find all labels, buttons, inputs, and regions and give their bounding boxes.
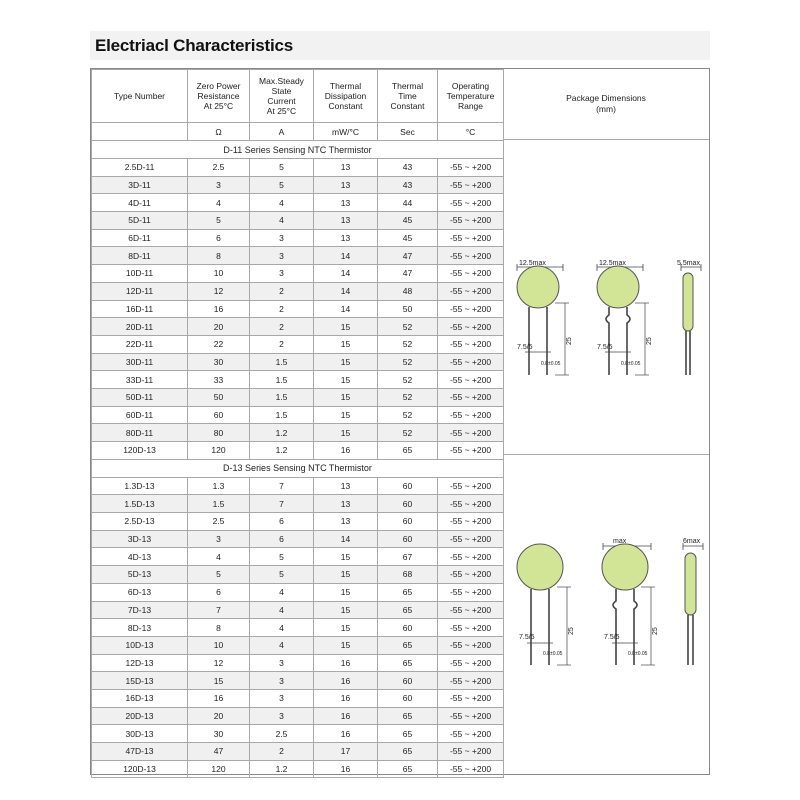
cell-dissipation: 15: [314, 335, 378, 353]
cell-temperature: -55 ~ +200: [438, 159, 504, 177]
cell-type-number: 120D-13: [92, 442, 188, 460]
cell-resistance: 80: [188, 424, 250, 442]
cell-dissipation: 15: [314, 583, 378, 601]
dim-d11-thickness: 5.5max: [677, 260, 700, 267]
cell-resistance: 30: [188, 725, 250, 743]
cell-time-constant: 60: [378, 530, 438, 548]
cell-current: 3: [250, 689, 314, 707]
cell-temperature: -55 ~ +200: [438, 689, 504, 707]
cell-type-number: 30D-11: [92, 353, 188, 371]
cell-resistance: 15: [188, 672, 250, 690]
cell-resistance: 8: [188, 619, 250, 637]
cell-current: 5: [250, 176, 314, 194]
cell-dissipation: 15: [314, 318, 378, 336]
cell-dissipation: 14: [314, 282, 378, 300]
cell-current: 2.5: [250, 725, 314, 743]
cell-type-number: 4D-11: [92, 194, 188, 212]
cell-resistance: 6: [188, 583, 250, 601]
cell-time-constant: 60: [378, 672, 438, 690]
header-dissipation: Thermal Dissipation Constant: [314, 70, 378, 123]
cell-time-constant: 52: [378, 371, 438, 389]
cell-temperature: -55 ~ +200: [438, 654, 504, 672]
cell-time-constant: 60: [378, 513, 438, 531]
cell-time-constant: 52: [378, 335, 438, 353]
cell-current: 3: [250, 707, 314, 725]
cell-temperature: -55 ~ +200: [438, 388, 504, 406]
cell-type-number: 1.3D-13: [92, 477, 188, 495]
cell-time-constant: 60: [378, 495, 438, 513]
cell-resistance: 5: [188, 566, 250, 584]
cell-time-constant: 47: [378, 265, 438, 283]
cell-type-number: 60D-11: [92, 406, 188, 424]
unit-blank: [92, 123, 188, 141]
cell-dissipation: 16: [314, 689, 378, 707]
cell-temperature: -55 ~ +200: [438, 583, 504, 601]
table-row: [92, 406, 504, 424]
cell-time-constant: 65: [378, 707, 438, 725]
cell-current: 3: [250, 265, 314, 283]
cell-resistance: 50: [188, 388, 250, 406]
dim-d13-pitch-a: 7.5/5: [519, 634, 535, 641]
cell-dissipation: 13: [314, 212, 378, 230]
cell-current: 2: [250, 743, 314, 761]
cell-type-number: 22D-11: [92, 335, 188, 353]
cell-current: 4: [250, 583, 314, 601]
table-row: [92, 689, 504, 707]
cell-current: 6: [250, 530, 314, 548]
dim-d11-length-b: 25: [646, 337, 653, 345]
cell-type-number: 33D-11: [92, 371, 188, 389]
cell-time-constant: 65: [378, 442, 438, 460]
cell-dissipation: 16: [314, 707, 378, 725]
table-row: [92, 300, 504, 318]
table-row: [92, 654, 504, 672]
header-package-dimensions: Package Dimensions (mm): [503, 69, 709, 140]
cell-resistance: 7: [188, 601, 250, 619]
cell-time-constant: 44: [378, 194, 438, 212]
table-row: [92, 424, 504, 442]
cell-current: 5: [250, 548, 314, 566]
cell-current: 5: [250, 566, 314, 584]
cell-temperature: -55 ~ +200: [438, 601, 504, 619]
table-row: [92, 282, 504, 300]
page-title: Electriacl Characteristics: [95, 36, 293, 55]
table-row: [92, 513, 504, 531]
cell-temperature: -55 ~ +200: [438, 212, 504, 230]
cell-dissipation: 13: [314, 229, 378, 247]
title-bar: [90, 31, 710, 60]
section-label: D-13 Series Sensing NTC Thermistor: [92, 459, 504, 477]
cell-time-constant: 47: [378, 247, 438, 265]
cell-temperature: -55 ~ +200: [438, 760, 504, 778]
cell-current: 7: [250, 495, 314, 513]
dim-d13-pitch-b: 7.5/5: [604, 634, 620, 641]
cell-time-constant: 48: [378, 282, 438, 300]
cell-type-number: 20D-11: [92, 318, 188, 336]
table-row: [92, 583, 504, 601]
cell-type-number: 5D-13: [92, 566, 188, 584]
cell-time-constant: 65: [378, 583, 438, 601]
dim-d13-lead-a: 0.8±0.05: [543, 651, 563, 657]
cell-type-number: 20D-13: [92, 707, 188, 725]
header-temperature: Operating Temperature Range: [438, 70, 504, 123]
cell-type-number: 10D-13: [92, 636, 188, 654]
dim-d13-thickness: 6max: [683, 538, 701, 545]
package-drawing-d13: [505, 535, 705, 685]
cell-type-number: 15D-13: [92, 672, 188, 690]
unit-celsius: °C: [438, 123, 504, 141]
cell-temperature: -55 ~ +200: [438, 353, 504, 371]
cell-dissipation: 16: [314, 672, 378, 690]
cell-temperature: -55 ~ +200: [438, 176, 504, 194]
cell-type-number: 10D-11: [92, 265, 188, 283]
cell-dissipation: 15: [314, 371, 378, 389]
cell-time-constant: 52: [378, 353, 438, 371]
cell-temperature: -55 ~ +200: [438, 265, 504, 283]
cell-type-number: 4D-13: [92, 548, 188, 566]
cell-resistance: 16: [188, 300, 250, 318]
package-drawing-d11: [505, 257, 705, 397]
cell-current: 2: [250, 318, 314, 336]
cell-current: 3: [250, 229, 314, 247]
cell-type-number: 6D-13: [92, 583, 188, 601]
cell-type-number: 3D-13: [92, 530, 188, 548]
cell-current: 4: [250, 636, 314, 654]
unit-ampere: A: [250, 123, 314, 141]
cell-current: 1.2: [250, 442, 314, 460]
table-row: [92, 725, 504, 743]
cell-resistance: 3: [188, 176, 250, 194]
cell-resistance: 1.5: [188, 495, 250, 513]
cell-time-constant: 60: [378, 689, 438, 707]
table-row: [92, 371, 504, 389]
header-current: Max.Steady State Current At 25°C: [250, 70, 314, 123]
cell-current: 2: [250, 282, 314, 300]
cell-time-constant: 65: [378, 654, 438, 672]
cell-dissipation: 14: [314, 247, 378, 265]
cell-resistance: 20: [188, 318, 250, 336]
cell-resistance: 16: [188, 689, 250, 707]
dim-d11-length-a: 25: [566, 337, 573, 345]
cell-dissipation: 16: [314, 442, 378, 460]
cell-temperature: -55 ~ +200: [438, 247, 504, 265]
cell-time-constant: 60: [378, 477, 438, 495]
cell-dissipation: 13: [314, 159, 378, 177]
cell-time-constant: 45: [378, 229, 438, 247]
cell-current: 1.5: [250, 388, 314, 406]
cell-dissipation: 15: [314, 548, 378, 566]
cell-resistance: 12: [188, 654, 250, 672]
cell-resistance: 20: [188, 707, 250, 725]
table-row: [92, 707, 504, 725]
table-row: [92, 619, 504, 637]
cell-dissipation: 14: [314, 300, 378, 318]
header-time-constant: Thermal Time Constant: [378, 70, 438, 123]
cell-temperature: -55 ~ +200: [438, 530, 504, 548]
cell-type-number: 1.5D-13: [92, 495, 188, 513]
cell-type-number: 8D-13: [92, 619, 188, 637]
cell-current: 2: [250, 335, 314, 353]
cell-dissipation: 15: [314, 424, 378, 442]
table-row: [92, 194, 504, 212]
cell-dissipation: 17: [314, 743, 378, 761]
cell-temperature: -55 ~ +200: [438, 566, 504, 584]
cell-time-constant: 52: [378, 318, 438, 336]
characteristics-table: [91, 69, 504, 778]
dim-d13-width-b: max: [613, 538, 627, 545]
cell-current: 1.5: [250, 353, 314, 371]
table-row: [92, 760, 504, 778]
cell-temperature: -55 ~ +200: [438, 406, 504, 424]
cell-resistance: 2.5: [188, 513, 250, 531]
cell-resistance: 120: [188, 760, 250, 778]
cell-type-number: 47D-13: [92, 743, 188, 761]
header-type-number: Type Number: [92, 70, 188, 123]
dim-d11-pitch-b: 7.5/5: [597, 344, 613, 351]
cell-type-number: 12D-13: [92, 654, 188, 672]
cell-temperature: -55 ~ +200: [438, 318, 504, 336]
cell-type-number: 8D-11: [92, 247, 188, 265]
cell-temperature: -55 ~ +200: [438, 619, 504, 637]
table-row: [92, 335, 504, 353]
cell-dissipation: 13: [314, 477, 378, 495]
table-row: [92, 247, 504, 265]
cell-resistance: 30: [188, 353, 250, 371]
cell-type-number: 120D-13: [92, 760, 188, 778]
cell-resistance: 8: [188, 247, 250, 265]
cell-time-constant: 65: [378, 636, 438, 654]
cell-temperature: -55 ~ +200: [438, 371, 504, 389]
cell-time-constant: 65: [378, 725, 438, 743]
cell-dissipation: 13: [314, 513, 378, 531]
table-row: [92, 212, 504, 230]
cell-current: 1.2: [250, 424, 314, 442]
dim-d11-lead-a: 0.8±0.05: [541, 361, 561, 367]
cell-resistance: 60: [188, 406, 250, 424]
cell-current: 6: [250, 513, 314, 531]
cell-current: 1.5: [250, 406, 314, 424]
table-row: [92, 229, 504, 247]
dim-d13-length-b: 25: [652, 627, 659, 635]
spec-sheet: [90, 68, 710, 775]
cell-resistance: 10: [188, 636, 250, 654]
cell-time-constant: 50: [378, 300, 438, 318]
cell-current: 5: [250, 159, 314, 177]
cell-temperature: -55 ~ +200: [438, 300, 504, 318]
cell-time-constant: 43: [378, 159, 438, 177]
cell-resistance: 120: [188, 442, 250, 460]
cell-dissipation: 15: [314, 406, 378, 424]
dim-d13-lead-b: 0.8±0.05: [628, 651, 648, 657]
table-row: [92, 265, 504, 283]
table-row: [92, 159, 504, 177]
cell-type-number: 6D-11: [92, 229, 188, 247]
cell-type-number: 3D-11: [92, 176, 188, 194]
section-header-row: [92, 459, 504, 477]
cell-dissipation: 13: [314, 495, 378, 513]
dim-d11-pitch-a: 7.5/5: [517, 344, 533, 351]
table-row: [92, 318, 504, 336]
cell-resistance: 47: [188, 743, 250, 761]
cell-dissipation: 14: [314, 530, 378, 548]
table-row: [92, 442, 504, 460]
package-section-divider: [503, 454, 709, 455]
cell-temperature: -55 ~ +200: [438, 194, 504, 212]
cell-resistance: 5: [188, 212, 250, 230]
cell-dissipation: 13: [314, 194, 378, 212]
cell-dissipation: 16: [314, 725, 378, 743]
cell-dissipation: 15: [314, 619, 378, 637]
table-row: [92, 636, 504, 654]
cell-resistance: 3: [188, 530, 250, 548]
cell-resistance: 10: [188, 265, 250, 283]
cell-dissipation: 15: [314, 636, 378, 654]
cell-current: 4: [250, 194, 314, 212]
cell-current: 3: [250, 654, 314, 672]
cell-dissipation: 15: [314, 388, 378, 406]
cell-dissipation: 13: [314, 176, 378, 194]
table-row: [92, 176, 504, 194]
cell-time-constant: 68: [378, 566, 438, 584]
cell-resistance: 4: [188, 548, 250, 566]
cell-temperature: -55 ~ +200: [438, 672, 504, 690]
cell-resistance: 2.5: [188, 159, 250, 177]
cell-temperature: -55 ~ +200: [438, 513, 504, 531]
table-row: [92, 388, 504, 406]
table-row: [92, 601, 504, 619]
cell-temperature: -55 ~ +200: [438, 335, 504, 353]
cell-temperature: -55 ~ +200: [438, 743, 504, 761]
cell-temperature: -55 ~ +200: [438, 548, 504, 566]
cell-type-number: 50D-11: [92, 388, 188, 406]
cell-temperature: -55 ~ +200: [438, 282, 504, 300]
cell-temperature: -55 ~ +200: [438, 229, 504, 247]
table-row: [92, 477, 504, 495]
cell-temperature: -55 ~ +200: [438, 707, 504, 725]
dim-d11-width-b: 12.5max: [599, 260, 626, 267]
table-row: [92, 530, 504, 548]
cell-resistance: 6: [188, 229, 250, 247]
cell-time-constant: 67: [378, 548, 438, 566]
unit-ohm: Ω: [188, 123, 250, 141]
cell-current: 4: [250, 601, 314, 619]
cell-dissipation: 15: [314, 353, 378, 371]
cell-type-number: 16D-11: [92, 300, 188, 318]
cell-type-number: 12D-11: [92, 282, 188, 300]
cell-type-number: 80D-11: [92, 424, 188, 442]
cell-time-constant: 65: [378, 601, 438, 619]
cell-temperature: -55 ~ +200: [438, 495, 504, 513]
cell-time-constant: 43: [378, 176, 438, 194]
cell-time-constant: 52: [378, 388, 438, 406]
dim-d11-lead-b: 0.8±0.05: [621, 361, 641, 367]
cell-dissipation: 15: [314, 566, 378, 584]
unit-mw-per-c: mW/°C: [314, 123, 378, 141]
cell-dissipation: 15: [314, 601, 378, 619]
dim-d13-length-a: 25: [568, 627, 575, 635]
cell-time-constant: 65: [378, 760, 438, 778]
cell-current: 4: [250, 619, 314, 637]
table-row: [92, 495, 504, 513]
cell-dissipation: 16: [314, 654, 378, 672]
cell-time-constant: 52: [378, 424, 438, 442]
table-row: [92, 566, 504, 584]
cell-resistance: 12: [188, 282, 250, 300]
cell-resistance: 4: [188, 194, 250, 212]
cell-resistance: 33: [188, 371, 250, 389]
cell-dissipation: 16: [314, 760, 378, 778]
cell-type-number: 2.5D-11: [92, 159, 188, 177]
cell-temperature: -55 ~ +200: [438, 442, 504, 460]
cell-type-number: 5D-11: [92, 212, 188, 230]
cell-current: 1.2: [250, 760, 314, 778]
table-row: [92, 743, 504, 761]
section-header-row: [92, 141, 504, 159]
cell-type-number: 16D-13: [92, 689, 188, 707]
cell-type-number: 2.5D-13: [92, 513, 188, 531]
cell-current: 1.5: [250, 371, 314, 389]
cell-time-constant: 52: [378, 406, 438, 424]
header-resistance: Zero Power Resistance At 25°C: [188, 70, 250, 123]
dim-d11-width-a: 12.5max: [519, 260, 546, 267]
cell-type-number: 7D-13: [92, 601, 188, 619]
cell-temperature: -55 ~ +200: [438, 725, 504, 743]
cell-time-constant: 65: [378, 743, 438, 761]
cell-current: 3: [250, 247, 314, 265]
cell-time-constant: 60: [378, 619, 438, 637]
cell-current: 7: [250, 477, 314, 495]
cell-current: 3: [250, 672, 314, 690]
cell-temperature: -55 ~ +200: [438, 477, 504, 495]
cell-current: 2: [250, 300, 314, 318]
cell-resistance: 22: [188, 335, 250, 353]
cell-temperature: -55 ~ +200: [438, 424, 504, 442]
cell-temperature: -55 ~ +200: [438, 636, 504, 654]
section-label: D-11 Series Sensing NTC Thermistor: [92, 141, 504, 159]
cell-resistance: 1.3: [188, 477, 250, 495]
table-row: [92, 672, 504, 690]
table-row: [92, 548, 504, 566]
unit-seconds: Sec: [378, 123, 438, 141]
table-row: [92, 353, 504, 371]
cell-dissipation: 14: [314, 265, 378, 283]
cell-time-constant: 45: [378, 212, 438, 230]
cell-type-number: 30D-13: [92, 725, 188, 743]
cell-current: 4: [250, 212, 314, 230]
